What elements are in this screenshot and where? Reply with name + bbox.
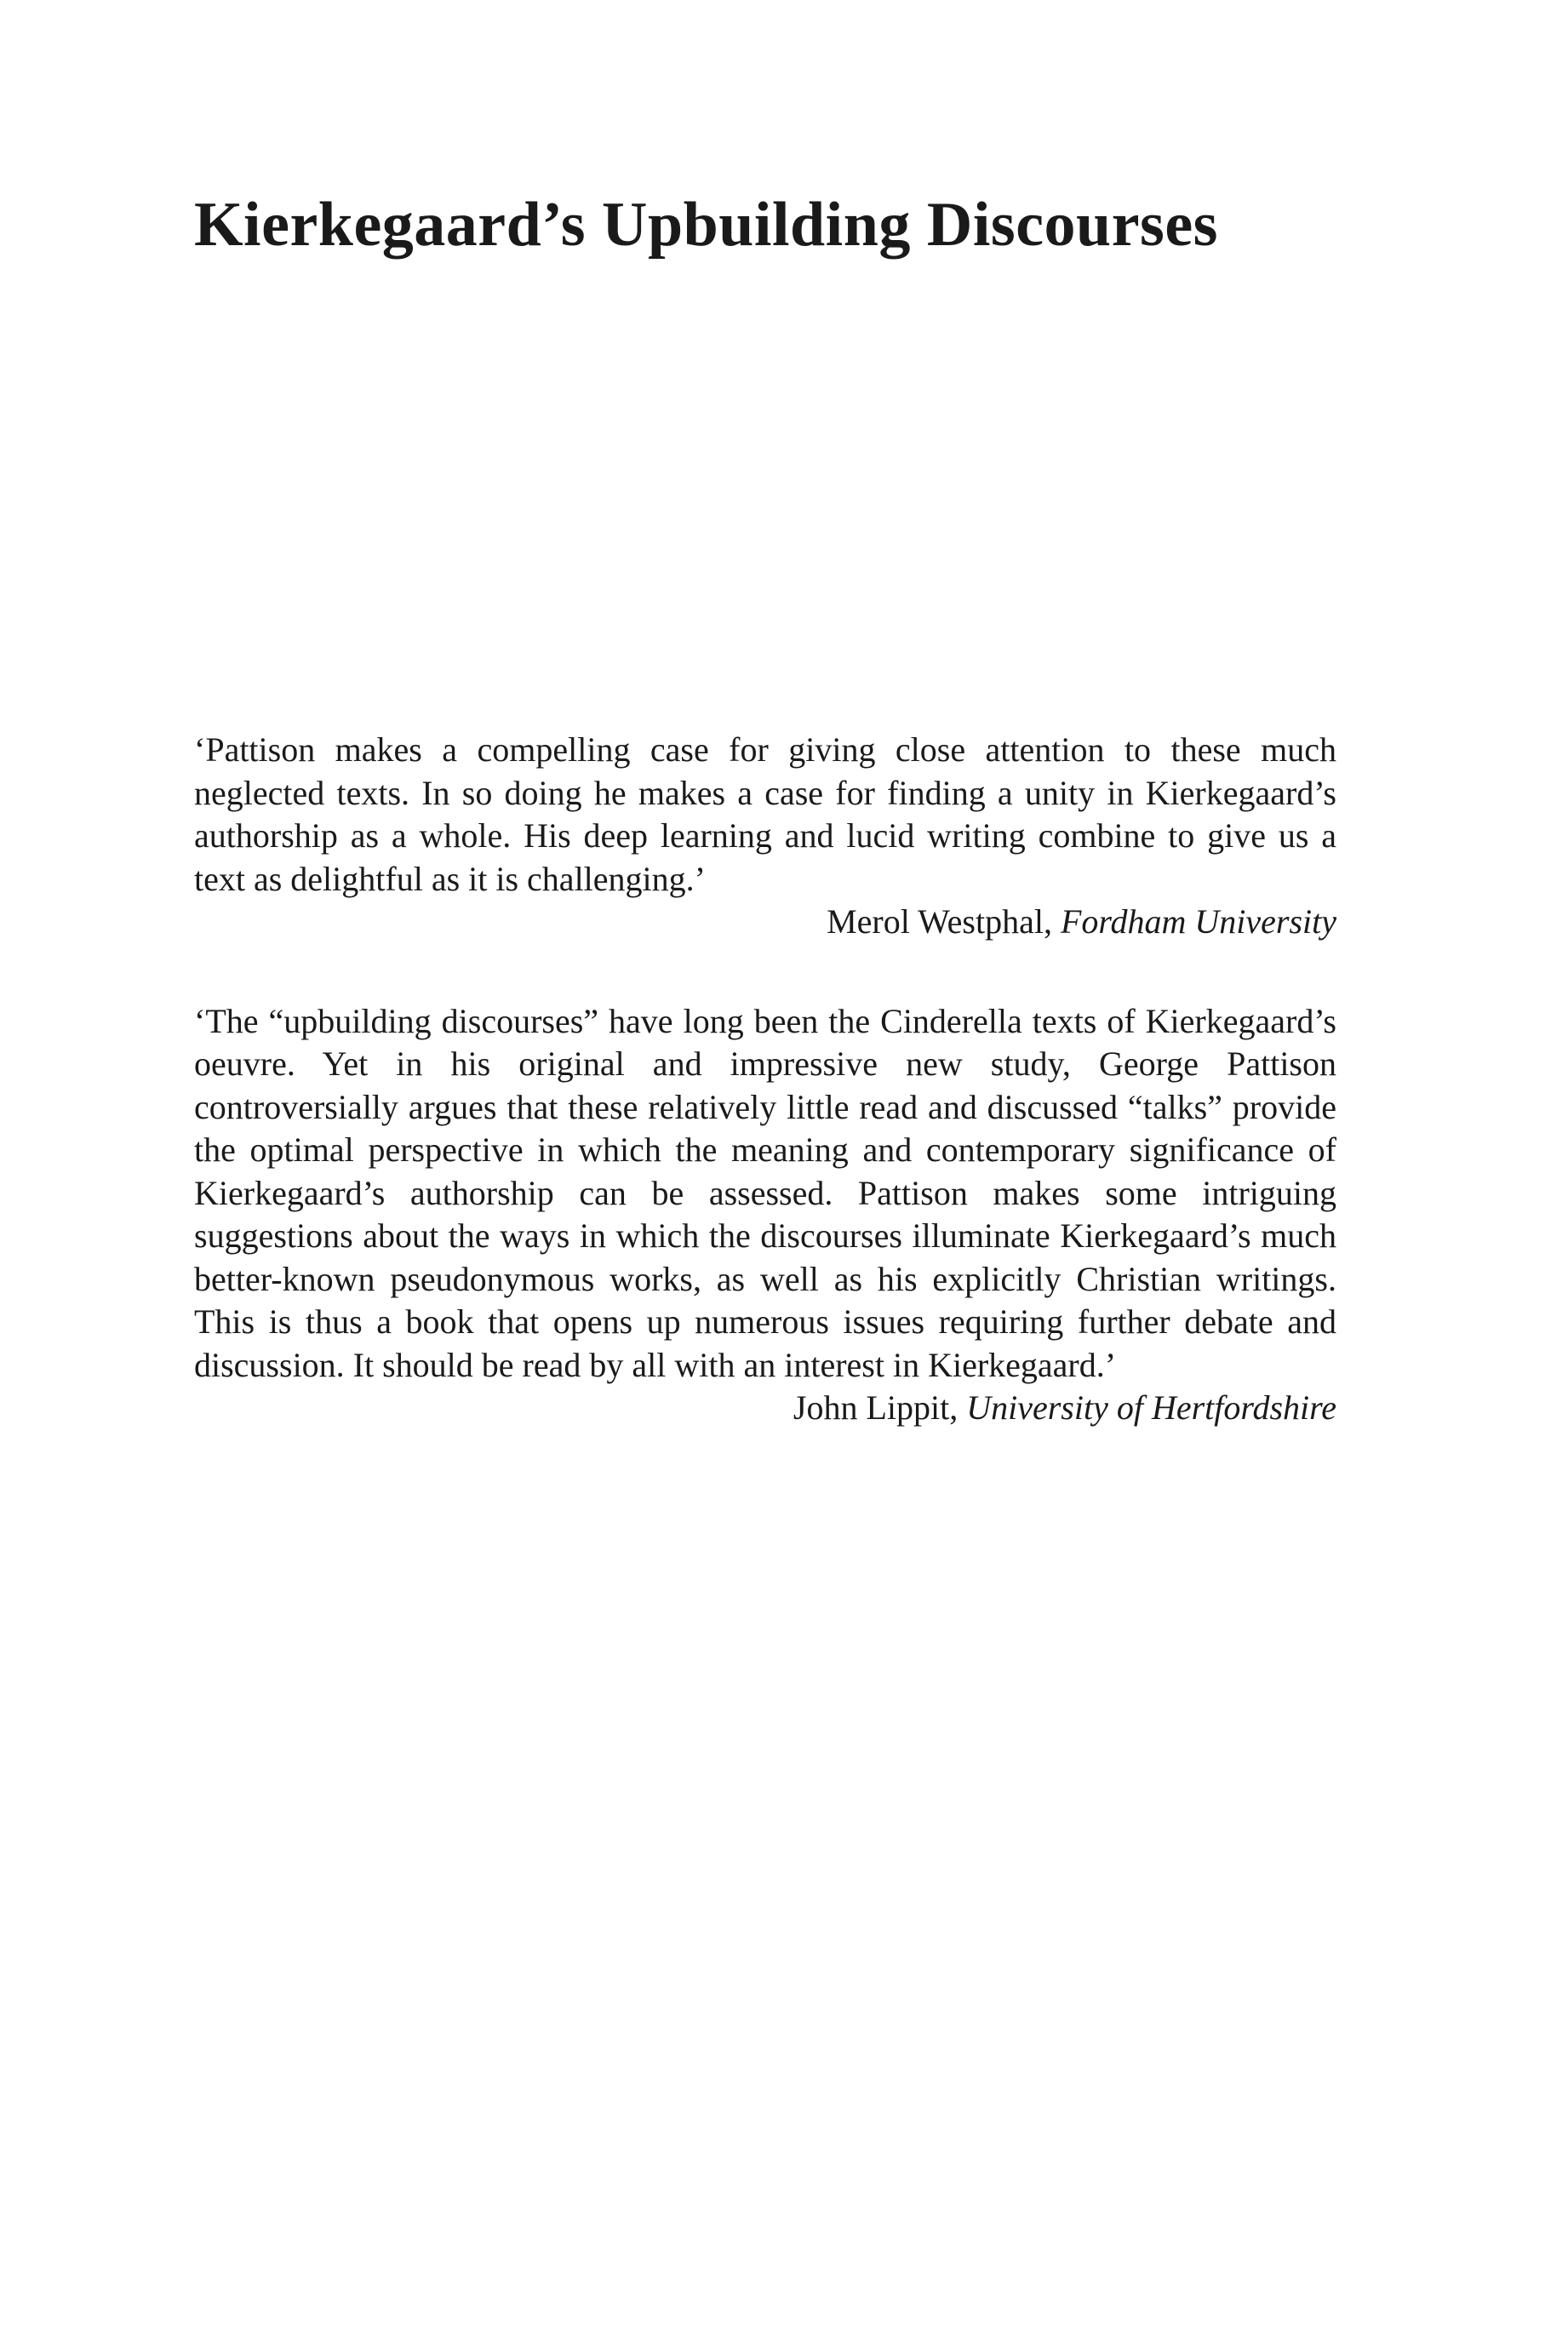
endorsement-attribution bbox=[194, 1387, 1336, 1430]
endorsement-quote: ‘Pattison makes a compelling case for giving close attention to these much neglected texts. In so doing he makes a case for finding a unity in Kierkegaard’s authorship as a whole. His deep learning and lucid writing combine to give us a text as delightful as it is challenging.’ bbox=[194, 730, 1336, 898]
endorsement-attribution bbox=[194, 901, 1336, 944]
endorsement-quote: ‘The “upbuilding discourses” have long been the Cinderella texts of Kierkegaard’s oeuvre. Yet in his original and impressive new study, George Pattison controversially argues that these relatively little read and discussed “talks” provide the optimal perspective in which the meaning and contemporary significance of Kierkegaard’s authorship can be assessed. Pattison makes some intriguing suggestions about the ways in which the discourses illuminate Kierkegaard’s much better-known pseudonymous works, as well as his explicitly Christian writings. This is thus a book that opens up numerous issues requiring further debate and discussion. It should be read by all with an interest in Kierkegaard.’ bbox=[194, 1001, 1336, 1384]
endorsement-author: John Lippit, bbox=[793, 1388, 959, 1427]
endorsement-lippit bbox=[194, 1000, 1336, 1430]
endorsement-affiliation: Fordham University bbox=[1060, 902, 1336, 941]
endorsement-westphal bbox=[194, 729, 1336, 944]
endorsements-section bbox=[194, 729, 1336, 1486]
endorsement-author: Merol Westphal, bbox=[827, 902, 1052, 941]
page-title: Kierkegaard’s Upbuilding Discourses bbox=[194, 190, 1218, 260]
endorsement-affiliation: University of Hertfordshire bbox=[966, 1388, 1336, 1427]
